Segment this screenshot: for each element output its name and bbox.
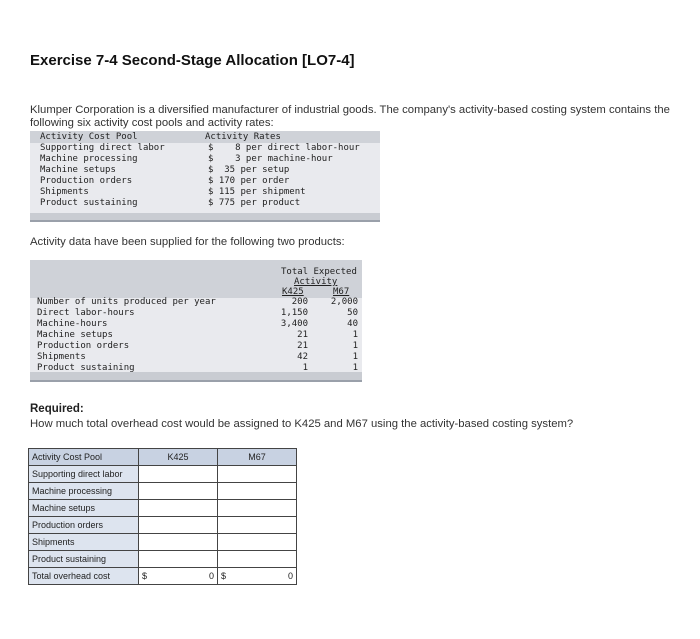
answer-header-pool: Activity Cost Pool [29, 449, 139, 466]
answer-cell-k425 [139, 534, 218, 551]
answer-input-m67[interactable] [221, 518, 293, 533]
answer-input-m67[interactable] [221, 552, 293, 567]
intro-text [30, 104, 698, 130]
answer-cell-m67 [218, 500, 297, 517]
answer-input-m67[interactable] [221, 467, 293, 482]
rates-header-rates: Activity Rates [205, 132, 281, 142]
answer-input-k425[interactable] [142, 552, 214, 567]
table-row [29, 534, 297, 551]
answer-table [28, 448, 297, 585]
activity-header-line1: Total Expected [281, 267, 357, 277]
answer-input-k425[interactable] [142, 484, 214, 499]
answer-row-label: Machine processing [29, 483, 139, 500]
rates-row-rate: $ 35 per setup [208, 165, 290, 175]
rates-row-pool: Shipments [40, 187, 89, 197]
activity-row-k425: 1 [302, 363, 308, 373]
rates-row-pool: Supporting direct labor [40, 143, 165, 153]
activity-col-k425: K425 [282, 287, 304, 297]
rates-row-rate: $ 3 per machine-hour [208, 154, 333, 164]
activity-rates-table [30, 131, 380, 224]
answer-input-k425[interactable] [142, 467, 214, 482]
rates-row-rate: $ 115 per shipment [208, 187, 306, 197]
intro-line-2: following six activity cost pools and activity rates: [30, 117, 274, 129]
answer-input-m67[interactable] [221, 501, 293, 516]
activity-row-label: Machine setups [37, 330, 113, 340]
answer-cell-k425 [139, 466, 218, 483]
answer-cell-k425 [139, 517, 218, 534]
total-label: Total overhead cost [29, 568, 139, 585]
activity-row-label: Shipments [37, 352, 86, 362]
activity-row-label: Machine-hours [37, 319, 108, 329]
exercise-title: Exercise 7-4 Second-Stage Allocation [LO7-4] [30, 52, 355, 69]
activity-header-line2: Activity [294, 277, 338, 287]
answer-cell-m67 [218, 551, 297, 568]
activity-col-m67: M67 [333, 287, 350, 297]
total-m67-value: 0 [287, 571, 293, 581]
activity-row-k425: 21 [297, 330, 308, 340]
rates-header-pool: Activity Cost Pool [40, 132, 138, 142]
answer-row-label: Machine setups [29, 500, 139, 517]
answer-input-m67[interactable] [221, 484, 293, 499]
rates-row-pool: Production orders [40, 176, 133, 186]
total-k425-currency: $ [142, 571, 148, 581]
answer-cell-m67 [218, 517, 297, 534]
total-m67-currency: $ [221, 571, 227, 581]
answer-input-k425[interactable] [142, 518, 214, 533]
answer-header-k425: K425 [139, 449, 218, 466]
total-m67-cell [218, 568, 297, 585]
required-heading: Required: [30, 403, 84, 415]
activity-row-m67: 2,000 [330, 297, 358, 307]
answer-cell-m67 [218, 534, 297, 551]
table-row [29, 551, 297, 568]
answer-input-k425[interactable] [142, 501, 214, 516]
table-row [29, 466, 297, 483]
answer-header-row [29, 449, 297, 466]
rates-row-pool: Product sustaining [40, 198, 138, 208]
table-row [29, 500, 297, 517]
total-k425-cell [139, 568, 218, 585]
activity-row-m67: 50 [347, 308, 358, 318]
activity-row-m67: 1 [352, 363, 358, 373]
answer-cell-m67 [218, 483, 297, 500]
activity-row-m67: 1 [352, 341, 358, 351]
rates-row-pool: Machine setups [40, 165, 116, 175]
intro-line-1: Klumper Corporation is a diversified manufacturer of industrial goods. The company's activity-based costing system contains the [30, 104, 670, 116]
answer-header-m67: M67 [218, 449, 297, 466]
activity-row-m67: 40 [347, 319, 358, 329]
activity-row-k425: 1,150 [280, 308, 308, 318]
activity-row-label: Product sustaining [37, 363, 135, 373]
total-k425-value: 0 [208, 571, 214, 581]
rates-row-rate: $ 170 per order [208, 176, 290, 186]
answer-row-label: Supporting direct labor [29, 466, 139, 483]
activity-row-m67: 1 [352, 330, 358, 340]
required-question: How much total overhead cost would be assigned to K425 and M67 using the activity-based costing system? [30, 418, 574, 430]
activity-row-k425: 3,400 [280, 319, 308, 329]
rates-row-pool: Machine processing [40, 154, 138, 164]
activity-row-label: Direct labor-hours [37, 308, 135, 318]
table-row [29, 517, 297, 534]
activity-row-k425: 200 [291, 297, 308, 307]
activity-row-k425: 42 [297, 352, 308, 362]
activity-row-label: Production orders [37, 341, 130, 351]
answer-row-label: Product sustaining [29, 551, 139, 568]
activity-row-m67: 1 [352, 352, 358, 362]
answer-input-m67[interactable] [221, 535, 293, 550]
rates-row-rate: $ 8 per direct labor-hour [208, 143, 360, 153]
table-row [29, 483, 297, 500]
rates-row-rate: $ 775 per product [208, 198, 301, 208]
activity-row-label: Number of units produced per year [37, 297, 216, 307]
answer-row-label: Production orders [29, 517, 139, 534]
answer-input-k425[interactable] [142, 535, 214, 550]
answer-cell-k425 [139, 500, 218, 517]
activity-row-k425: 21 [297, 341, 308, 351]
answer-cell-k425 [139, 551, 218, 568]
answer-row-label: Shipments [29, 534, 139, 551]
activity-data-table [30, 260, 362, 382]
answer-cell-m67 [218, 466, 297, 483]
answer-cell-k425 [139, 483, 218, 500]
activity-data-intro: Activity data have been supplied for the following two products: [30, 236, 345, 248]
total-row [29, 568, 297, 585]
